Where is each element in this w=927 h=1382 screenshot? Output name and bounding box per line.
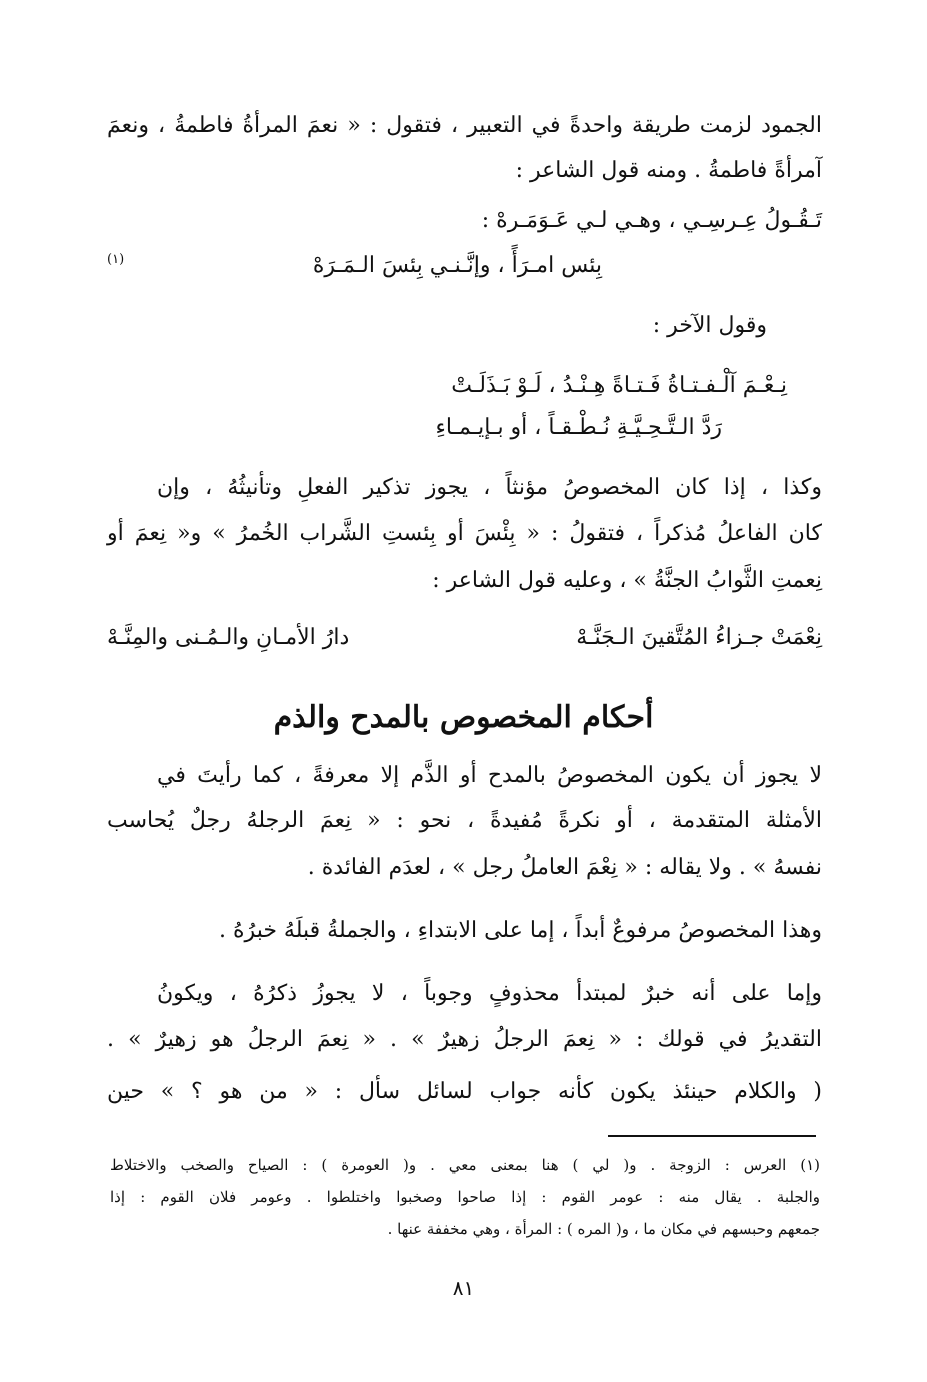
text-line: لا يجوز أن يكون المخصوصُ بالمدح أو الذَّم إلا معرفةً ، كما رأيتَ في [157, 763, 822, 788]
page-number: ٨١ [452, 1276, 475, 1300]
verse-text: بِئس امـرَأً ، وإنَّـنـي بِئسَ الـمَـرَهْ [312, 253, 602, 278]
verse-first-hemistich: تَـقُـولُ عِـرسِـي ، وهـي لـي عَـوَمَـرهْ : [481, 208, 822, 233]
text-line: وهذا المخصوصُ مرفوعٌ أبداً ، إما على الابتداءِ ، والجملةُ قبلَهُ خبرُهُ . [219, 918, 822, 943]
text-line: ( والكلام حينئذ يكون كأنه جواب لسائل سأل : « من هو ؟ » حين [107, 1079, 822, 1104]
text-line: الأمثلة المتقدمة ، أو نكرةً مُفيدةً ، نحو : « نِعمَ الرجلهُ رجلٌ يُحاسب [107, 808, 822, 833]
text-line: نِعمتِ الثَّوابُ الجنَّةُ » ، وعليه قول الشاعر : [432, 568, 822, 593]
text-line: آمرأةً فاطمةُ . ومنه قول الشاعر : [515, 158, 822, 183]
text-line: وكذا ، إذا كان المخصوصُ مؤنثاً ، يجوز تذكير الفعلِ وتأنيثُهُ ، وإن [157, 475, 822, 500]
text-line: وإما على أنه خبرٌ لمبتدأ محذوفٍ وجوباً ، لا يجوزُ ذكرُهُ ، ويكونُ [157, 981, 822, 1006]
footnote-line: جمعهم وحبسهم في مكان ما ، و( المره ) : المرأة ، وهي مخففة عنها . [387, 1220, 820, 1238]
text-line: الجمود لزمت طريقة واحدةً في التعبير ، فتقول : « نعمَ المرأةُ فاطمةُ ، ونعمَ [107, 113, 822, 138]
verse-second-hemistich: دارُ الأمـانِ والـمُـنى والمِنَّـهْ [107, 625, 350, 650]
text-line: وقول الآخر : [652, 313, 767, 338]
text-line: التقديرُ في قولك : « نِعمَ الرجلُ زهيرٌ » . « نِعمَ الرجلُ هو زهيرٌ » . [107, 1027, 822, 1052]
verse-first-hemistich: نِـعْـمَ آلْـفـتـاةُ فَـتـاةً هِـنْـدُ ، لَـوْ بَـذَلَـتْ [451, 373, 787, 398]
footnote-marker: (١) [107, 252, 125, 267]
text-line: كان الفاعلُ مُذكراً ، فتقولُ : « بِئْسَ أو بِئستِ الشَّراب الخُمرُ » و« نِعمَ أو [107, 521, 822, 546]
verse-second-hemistich: رَدَّ الـتَّـحِـيَّـةِ نُـطْـقـاً ، أو بـإيـمـاءِ [435, 415, 722, 440]
text-line: نفسهُ » . ولا يقاله : « نِعْمَ العاملُ رجل » ، لعدَم الفائدة . [307, 855, 822, 880]
section-heading: أحكام المخصوص بالمدح والذم [273, 700, 654, 735]
footnote-line: والجلبة . يقال منه : عومر القوم : إذا صاحوا وصخبوا واختلطوا . وعومر فلان القوم : إذا [110, 1188, 820, 1206]
footnote-line: (١) العرس : الزوجة . و( لي ) هنا بمعنى معي . و( العومرة ) : الصياح والصخب والاختلاط [110, 1156, 820, 1174]
verse-first-hemistich: نِعْمَتْ جـزاءُ المُتَّقينَ الـجَنَّـهْ [576, 625, 822, 650]
footnote-separator [608, 1135, 816, 1137]
